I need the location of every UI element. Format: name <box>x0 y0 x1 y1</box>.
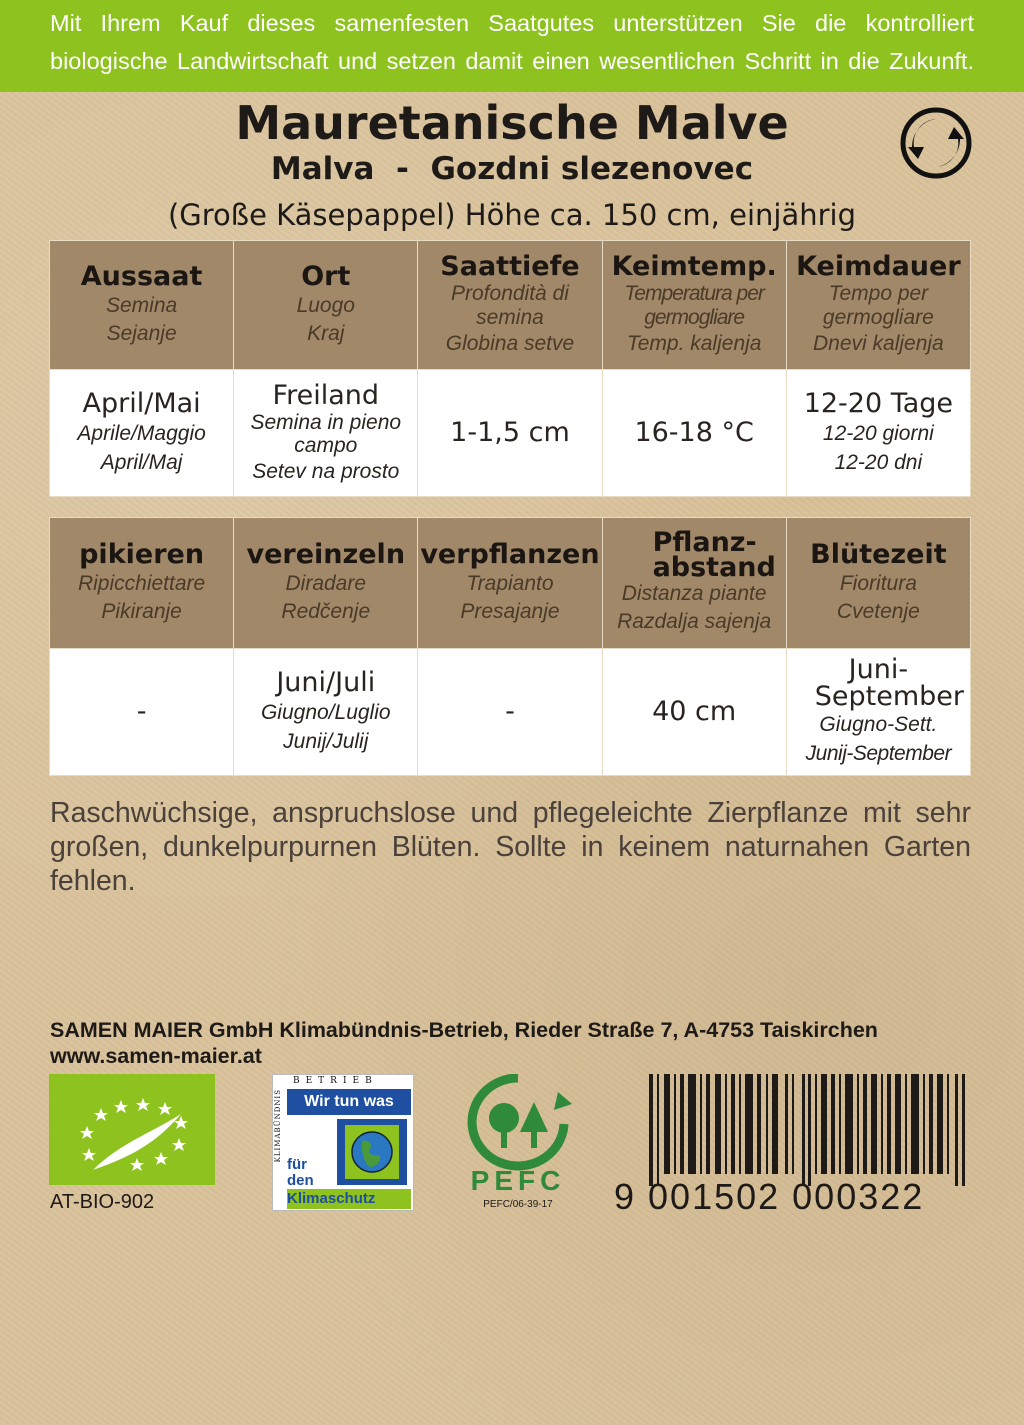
header-sub-sl: Razdalja sajenja <box>617 610 772 633</box>
value-sub-sl: Setev na prosto <box>252 459 400 483</box>
care-table <box>49 517 971 776</box>
value-cell <box>602 649 786 776</box>
value-cell <box>50 370 234 497</box>
organic-info-banner <box>0 0 1024 92</box>
header-cell <box>234 518 418 649</box>
header-main: Saattiefe <box>440 251 580 282</box>
header-sub-it: Semina <box>105 294 178 317</box>
green-dot-recycling-icon <box>900 107 972 179</box>
value-sub-it: Giugno-Sett. <box>819 713 938 736</box>
globe-icon <box>337 1119 407 1185</box>
header-sub-sl: Sejanje <box>106 322 177 345</box>
header-sub-sl: Cvetenje <box>836 600 920 623</box>
value-cell <box>234 649 418 776</box>
value-sub-it: 12-20 giorni <box>822 422 934 445</box>
header-main: pikieren <box>79 539 205 570</box>
header-main: Keimtemp. <box>611 251 777 282</box>
product-title: Mauretanische Malve <box>235 96 789 150</box>
banner-line-2: biologische Landwirtschaft und setzen damit einen wesentlichen Schritt in die Zukunft. <box>50 48 974 74</box>
header-sub-it: Trapianto <box>466 572 554 595</box>
value-sub-it: Semina in pieno campo <box>250 410 402 457</box>
header-cell <box>50 518 234 649</box>
value-cell <box>50 649 234 776</box>
eu-organic-leaf-icon <box>49 1074 215 1185</box>
value-sub-sl: Junij/Julij <box>283 730 369 753</box>
header-cell <box>786 518 970 649</box>
header-sub-it: Tempo per germogliare <box>822 282 934 329</box>
header-main: Pflanz-abstand <box>652 527 776 583</box>
company-info <box>50 1017 878 1069</box>
klimabuendnis-logo <box>272 1074 414 1211</box>
header-sub-it: Temperatura per germogliare <box>624 282 764 329</box>
header-cell <box>418 518 602 649</box>
sowing-value-row <box>50 370 971 497</box>
header-sub-sl: Pikiranje <box>101 600 182 623</box>
value-main: - <box>505 696 515 727</box>
value-sub-sl: 12-20 dni <box>834 451 923 474</box>
header-cell <box>50 241 234 370</box>
value-sub-it: Aprile/Maggio <box>77 422 206 445</box>
header-sub-it: Profondità di semina <box>451 282 569 329</box>
klimabuendnis-fuer <box>287 1157 314 1189</box>
klimabuendnis-slogan: Wir tun was <box>287 1089 411 1115</box>
header-main: verpflanzen <box>420 539 600 570</box>
header-main: Ort <box>301 261 351 292</box>
pefc-name: PEFC <box>470 1165 566 1196</box>
value-cell <box>786 370 970 497</box>
klimabuendnis-top-label: BETRIEB <box>293 1076 378 1086</box>
value-main: 16-18 °C <box>634 417 754 448</box>
value-main: Juni/Juli <box>276 667 376 698</box>
header-sub-it: Luogo <box>296 294 355 317</box>
value-cell <box>234 370 418 497</box>
value-cell <box>418 649 602 776</box>
product-info: (Große Käsepappel) Höhe ca. 150 cm, einjährig <box>167 198 856 232</box>
banner-line-1: Mit Ihrem Kauf dieses samenfesten Saatgutes unterstützen Sie die kontrolliert <box>50 10 974 36</box>
value-cell <box>602 370 786 497</box>
klimabuendnis-klimaschutz: Klimaschutz <box>287 1189 411 1209</box>
value-main: April/Mai <box>82 388 201 419</box>
klimabuendnis-side-label: KLIMABÜNDNIS <box>274 1089 282 1163</box>
care-header-row <box>50 518 971 649</box>
header-sub-it: Diradare <box>285 572 367 595</box>
plant-description: Raschwüchsige, anspruchslose und pflegeleichte Zierpflanze mit sehr großen, dunkelpurpurnen Blüten. Sollte in keinem naturnahen Garten fehlen. <box>50 797 971 897</box>
care-value-row <box>50 649 971 776</box>
header-main: vereinzeln <box>246 539 406 570</box>
pefc-code: PEFC/06-39-17 <box>483 1199 553 1210</box>
value-sub-it: Giugno/Luglio <box>260 701 391 724</box>
header-sub-sl: Globina setve <box>445 332 575 355</box>
sowing-header-row <box>50 241 971 370</box>
header-sub-sl: Kraj <box>307 322 345 345</box>
value-cell <box>786 649 970 776</box>
value-main: Juni-September <box>814 654 964 712</box>
sowing-table <box>49 240 971 497</box>
header-main: Blütezeit <box>810 539 947 570</box>
value-main: 12-20 Tage <box>803 388 954 419</box>
header-cell <box>786 241 970 370</box>
header-cell <box>418 241 602 370</box>
header-sub-sl: Redčenje <box>281 600 371 623</box>
header-main: Keimdauer <box>796 251 961 282</box>
header-cell <box>602 518 786 649</box>
value-sub-sl: Junij-September <box>805 742 952 765</box>
klimabuendnis-fuer-word: für <box>287 1156 307 1173</box>
header-sub-it: Distanza piante <box>621 582 767 605</box>
value-main: Freiland <box>272 379 380 411</box>
klimabuendnis-den-word: den <box>287 1172 314 1189</box>
header-main: Aussaat <box>80 261 203 292</box>
header-sub-it: Ripicchiettare <box>77 572 206 595</box>
eu-organic-code: AT-BIO-902 <box>50 1191 155 1213</box>
value-main: - <box>136 696 147 727</box>
value-cell <box>418 370 602 497</box>
header-sub-it: Fioritura <box>839 572 917 595</box>
value-sub-sl: April/Maj <box>100 451 183 474</box>
value-main: 40 cm <box>652 696 737 727</box>
value-main: 1-1,5 cm <box>450 417 570 448</box>
header-sub-sl: Dnevi kaljenja <box>813 332 944 355</box>
company-website[interactable]: www.samen-maier.at <box>50 1044 262 1068</box>
header-sub-sl: Presajanje <box>460 600 560 623</box>
barcode-number: 9 001502 000322 <box>614 1176 925 1217</box>
header-sub-sl: Temp. kaljenja <box>626 332 762 355</box>
company-address: SAMEN MAIER GmbH Klimabündnis-Betrieb, Rieder Straße 7, A-4753 Taiskirchen <box>50 1018 878 1042</box>
product-subtitle: Malva - Gozdni slezenovec <box>270 151 754 187</box>
header-cell <box>234 241 418 370</box>
barcode-icon <box>645 1074 972 1186</box>
header-cell <box>602 241 786 370</box>
